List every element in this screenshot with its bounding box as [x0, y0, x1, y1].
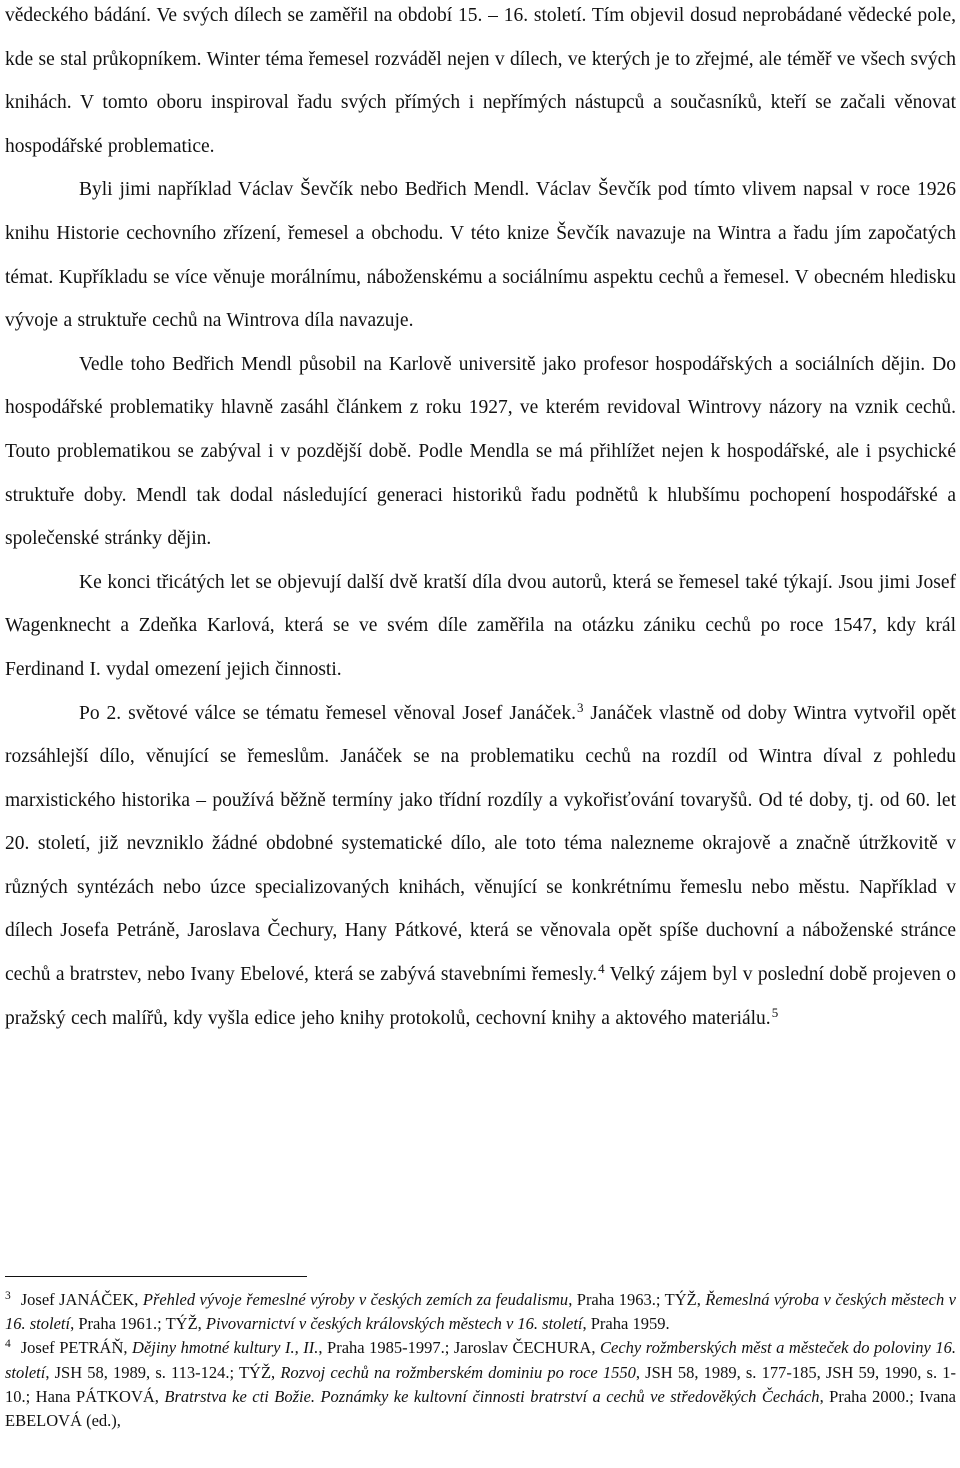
text-run: Byli jimi například Václav Ševčík nebo Bedřich Mendl. Václav Ševčík pod tímto vlivem napsal v roce 1926 knihu Historie cechovního zřízení, řemesel a obchodu. V této knize Ševčík navazuje na Wintra a řadu jím započatých témat. Kupříkladu se více věnuje morálnímu, náboženskému a sociálnímu aspektu cechů a řemesel. V obecném hledisku vývoje a struktuře cechů na Wintrova díla navazuje.: [5, 179, 956, 332]
document-page: [5, 0, 957, 1431]
italic-title: Pivovarnictví v českých královských městech v 16. století: [205, 1314, 583, 1334]
text-run: , JSH 58, 1989, s. 177-185, JSH 59, 1990, s. 1-10.; Hana PÁTKOVÁ,: [5, 1362, 956, 1406]
text-run: , Praha 1963.; TÝŽ,: [568, 1290, 706, 1309]
italic-title: Rozvoj cechů na rožmberském dominiu po roce 1550: [280, 1362, 636, 1382]
italic-title: Přehled vývoje řemeslné výroby v českých zemích za feudalismu: [142, 1290, 569, 1309]
paragraph: [5, 692, 956, 1041]
italic-title: Dějiny hmotné kultury I., II.: [132, 1338, 319, 1358]
footnote-reference[interactable]: 3: [576, 699, 584, 715]
text-run: Josef JANÁČEK,: [20, 1290, 143, 1309]
text-run: , Praha 1959.: [582, 1314, 670, 1334]
italic-title: Bratrstva ke cti Božie. Poznámky ke kultovní činnosti bratrství a cechů ve středověkých Čechách: [164, 1386, 820, 1406]
footnotes: [5, 1288, 956, 1433]
text-run: Po 2. světové válce se tématu řemesel věnoval Josef Janáček.: [79, 702, 576, 724]
footnote-number: 4: [5, 1338, 11, 1351]
paragraph: [5, 343, 956, 561]
footnote-number: 3: [5, 1290, 11, 1302]
text-run: , JSH 58, 1989, s. 113-124.; TÝŽ,: [45, 1362, 281, 1382]
text-run: Velký zájem byl v poslední době projeven o pražský cech malířů, kdy vyšla edice jeho knihy protokolů, cechovní knihy a aktového materiálu.: [5, 964, 956, 1029]
text-run: vědeckého bádání. Ve svých dílech se zaměřil na období 15. – 16. století. Tím objevil dosud neprobádané vědecké pole, kde se stal průkopníkem. Winter téma řemesel rozváděl nejen v dílech, ve kterých je to zřejmé, ale téměř ve všech svých knihách. V tomto oboru inspiroval řadu svých přímých i nepřímých nástupců a současníků, kteří se začali věnovat hospodářské problematice.: [5, 5, 956, 157]
text-run: Josef PETRÁŇ,: [20, 1338, 133, 1358]
footnote-reference[interactable]: 5: [771, 1004, 779, 1020]
text-run: , Praha 1961.; TÝŽ,: [70, 1314, 206, 1334]
footnote: [5, 1288, 956, 1336]
text-run: Vedle toho Bedřich Mendl působil na Karlově universitě jako profesor hospodářských a sociálních dějin. Do hospodářské problematiky hlavně zasáhl článkem z roku 1927, ve kterém revidoval Wintrovy názory na vznik cechů. Touto problematikou se zabýval i v pozdější době. Podle Mendla se má přihlížet nejen k hospodářské, ale i psychické struktuře doby. Mendl tak dodal následující generaci historiků řadu podnětů k hlubšímu pochopení hospodářské a společenské stránky dějin.: [5, 353, 956, 550]
text-run: Janáček vlastně od doby Wintra vytvořil opět rozsáhlejší dílo, věnující se řemeslům. Janáček se na problematiku cechů na rozdíl od Wintra díval z pohledu marxistického historika – používá běžně termíny jako třídní rozdíly a vykořisťování tovaryšů. Od té doby, tj. od 60. let 20. století, již nevzniklo žádné obdobné systematické dílo, ale toto téma nalezneme okrajově a značně útržkovitě v různých syntézách nebo úzce specializovaných knihách, věnující se konkrétnímu řemeslu nebo městu. Například v dílech Josefa Petráně, Jaroslava Čechury, Hany Pátkové, která se věnovala opět spíše duchovní a náboženské stránce cechů a bratrstev, nebo Ivany Ebelové, která se zabývá stavebními řemesly.: [5, 702, 956, 986]
text-run: , Praha 2000.; Ivana EBELOVÁ (ed.),: [5, 1386, 956, 1431]
text-run: , Praha 1985-1997.; Jaroslav ČECHURA,: [318, 1338, 600, 1358]
body-text: [5, 0, 956, 1040]
italic-title: Řemeslná výroba v českých městech v 16. století: [5, 1290, 956, 1334]
paragraph: [5, 561, 956, 692]
paragraph: [5, 0, 956, 168]
footnote-separator: [5, 1276, 307, 1277]
footnote-reference[interactable]: 4: [598, 961, 605, 977]
text-run: Ke konci třicátých let se objevují další dvě kratší díla dvou autorů, která se řemesel také týkají. Jsou jimi Josef Wagenknecht a Zdeňka Karlová, která se ve svém díle zaměřila na otázku zániku cechů po roce 1547, kdy král Ferdinand I. vydal omezení jejich činnosti.: [5, 571, 956, 680]
italic-title: Cechy rožmberských měst a městeček do poloviny 16. století: [5, 1338, 957, 1382]
paragraph: [5, 168, 956, 342]
footnote: [5, 1336, 956, 1433]
